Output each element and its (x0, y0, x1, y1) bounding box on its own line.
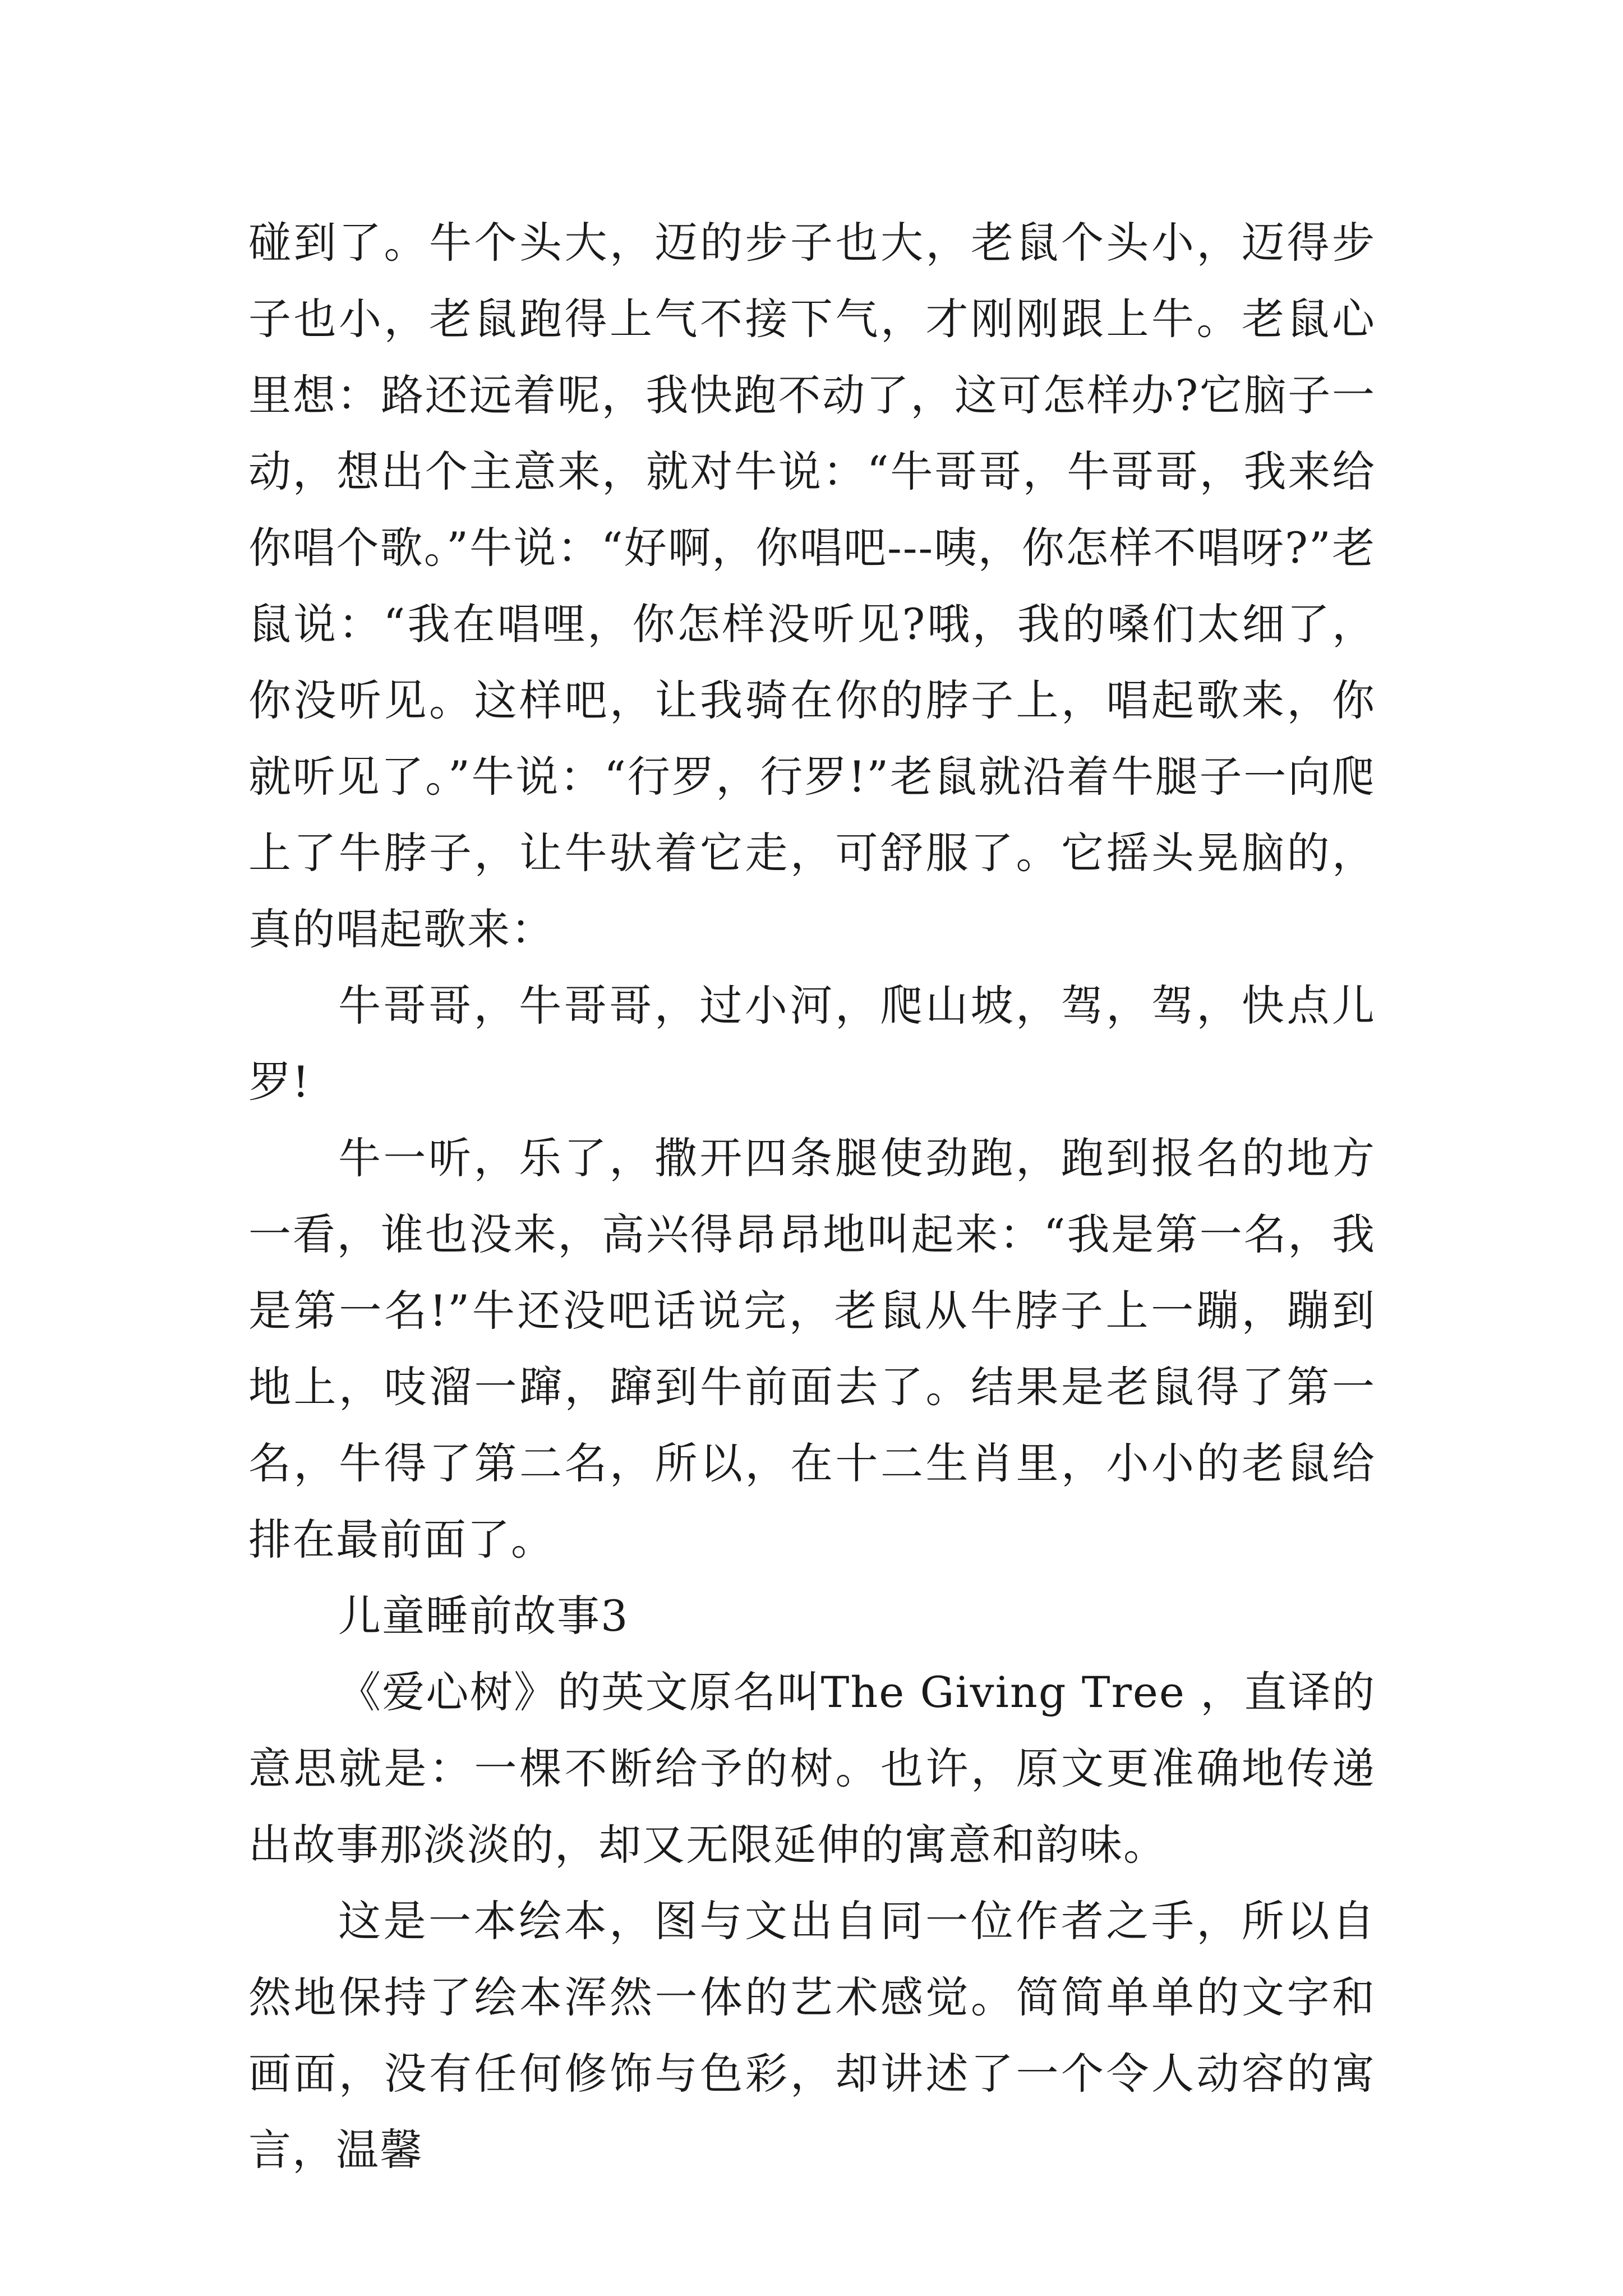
paragraph-story2-continued: 碰到了。牛个头大，迈的步子也大，老鼠个头小，迈得步子也小，老鼠跑得上气不接下气，才刚刚跟上牛。老鼠心里想：路还远着呢，我快跑不动了，这可怎样办?它脑子一动，想出个主意来，就对牛说：“牛哥哥，牛哥哥，我来给你唱个歌。”牛说：“好啊，你唱吧---咦，你怎样不唱呀?”老鼠说：“我在唱哩，你怎样没听见?哦，我的嗓们太细了，你没听见。这样吧，让我骑在你的脖子上，唱起歌来，你就听见了。”牛说：“行罗，行罗!”老鼠就沿着牛腿子一向爬上了牛脖子，让牛驮着它走，可舒服了。它摇头晃脑的，真的唱起歌来： (248, 218, 1376, 954)
paragraph-story3-intro: 《爱心树》的英文原名叫The Giving Tree ，直译的意思就是：一棵不断给予的树。也许，原文更准确地传递出故事那淡淡的，却又无限延伸的寓意和韵味。 (248, 1667, 1376, 1870)
document-body (248, 205, 1376, 2188)
paragraph-story3-description: 这是一本绘本，图与文出自同一位作者之手，所以自然地保持了绘本浑然一体的艺术感觉。简简单单的文字和画面，没有任何修饰与色彩，却讲述了一个令人动容的寓言，温馨 (248, 1896, 1376, 2175)
paragraph-story2-song: 牛哥哥，牛哥哥，过小河，爬山坡，驾，驾，快点儿罗! (248, 981, 1376, 1107)
section-heading-story3: 儿童睡前故事3 (338, 1591, 629, 1641)
paragraph-story2-ending: 牛一听，乐了，撒开四条腿使劲跑，跑到报名的地方一看，谁也没来，高兴得昂昂地叫起来：“我是第一名，我是第一名!”牛还没吧话说完，老鼠从牛脖子上一蹦，蹦到地上，吱溜一蹿，蹿到牛前面去了。结果是老鼠得了第一名，牛得了第二名，所以，在十二生肖里，小小的老鼠给排在最前面了。 (248, 1133, 1376, 1565)
